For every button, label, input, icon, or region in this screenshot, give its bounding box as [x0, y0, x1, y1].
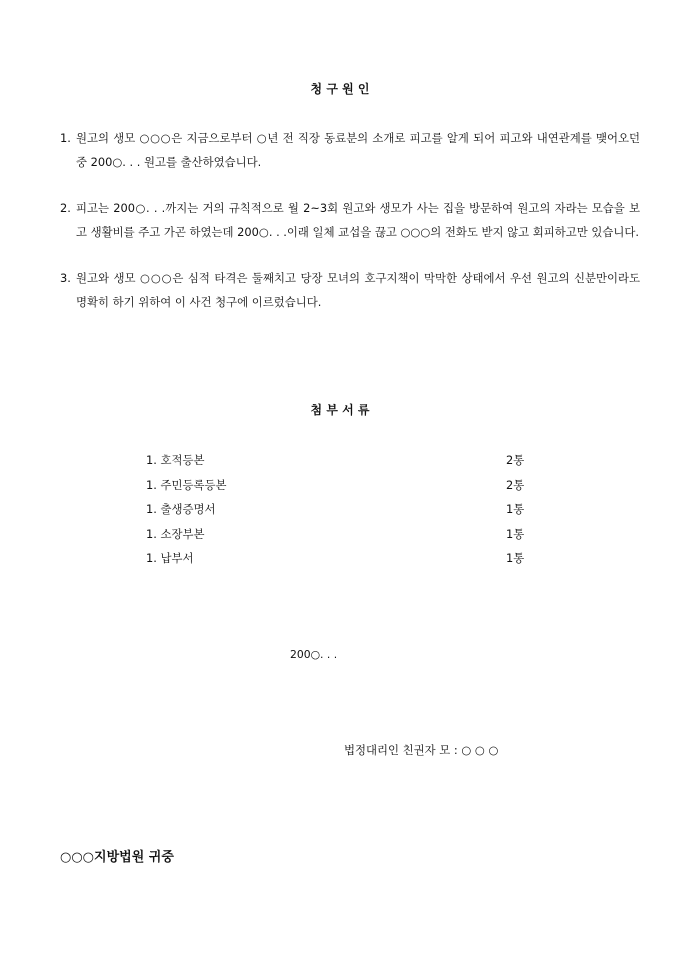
- claim-cause-list: [60, 126, 640, 314]
- attachment-name: 1. 출생증명서: [146, 502, 216, 516]
- attachment-count: 1통: [506, 526, 525, 541]
- attachments-list: [146, 448, 536, 571]
- attachment-count: 2통: [506, 477, 525, 492]
- claim-cause-item: [60, 196, 640, 244]
- attachment-count: 1통: [506, 502, 525, 516]
- attachment-count: 2통: [506, 453, 525, 467]
- attachment-row: [146, 522, 536, 547]
- claim-cause-item: [60, 126, 640, 174]
- court-addressee: ○○○지방법원 귀중: [60, 850, 174, 865]
- signer-line: 법정대리인 친권자 모 : ○ ○ ○: [344, 743, 499, 757]
- attachment-name: 1. 호적등본: [146, 453, 205, 467]
- attachment-name: 1. 주민등록등본: [146, 477, 227, 492]
- attachment-row: [146, 448, 536, 473]
- claim-cause-item: [60, 266, 640, 314]
- claim-cause-title: 청 구 원 인: [310, 82, 370, 96]
- item-text: 원고의 생모 ○○○은 지금으로부터 ○년 전 직장 동료분의 소개로 피고를 알게 되어 피고와 내연관계를 맺어오던 중 200○. . . 원고를 출산하였습니다.: [76, 131, 640, 169]
- attachment-row: [146, 473, 536, 498]
- item-number: 1.: [60, 131, 71, 145]
- item-number: 2.: [60, 201, 71, 215]
- item-text: 원고와 생모 ○○○은 심적 타격은 둘째치고 당장 모녀의 호구지책이 막막한 상태에서 우선 원고의 신분만이라도 명확히 하기 위하여 이 사건 청구에 이르렀습니다.: [76, 271, 640, 309]
- attachment-name: 1. 납부서: [146, 551, 194, 565]
- filing-date: 200○. . .: [290, 648, 338, 661]
- attachment-row: [146, 497, 536, 522]
- attachment-count: 1통: [506, 551, 525, 565]
- attachments-title: 첨 부 서 류: [310, 403, 370, 417]
- attachment-row: [146, 546, 536, 571]
- attachment-name: 1. 소장부본: [146, 526, 205, 541]
- item-number: 3.: [60, 271, 71, 285]
- item-text: 피고는 200○. . .까지는 거의 규칙적으로 월 2~3회 원고와 생모가 사는 집을 방문하여 원고의 자라는 모습을 보고 생활비를 주고 가곤 하였는데 200○. . .이래 일체 교섭을 끊고 ○○○의 전화도 받지 않고 회피하고만 있습니다.: [76, 201, 640, 239]
